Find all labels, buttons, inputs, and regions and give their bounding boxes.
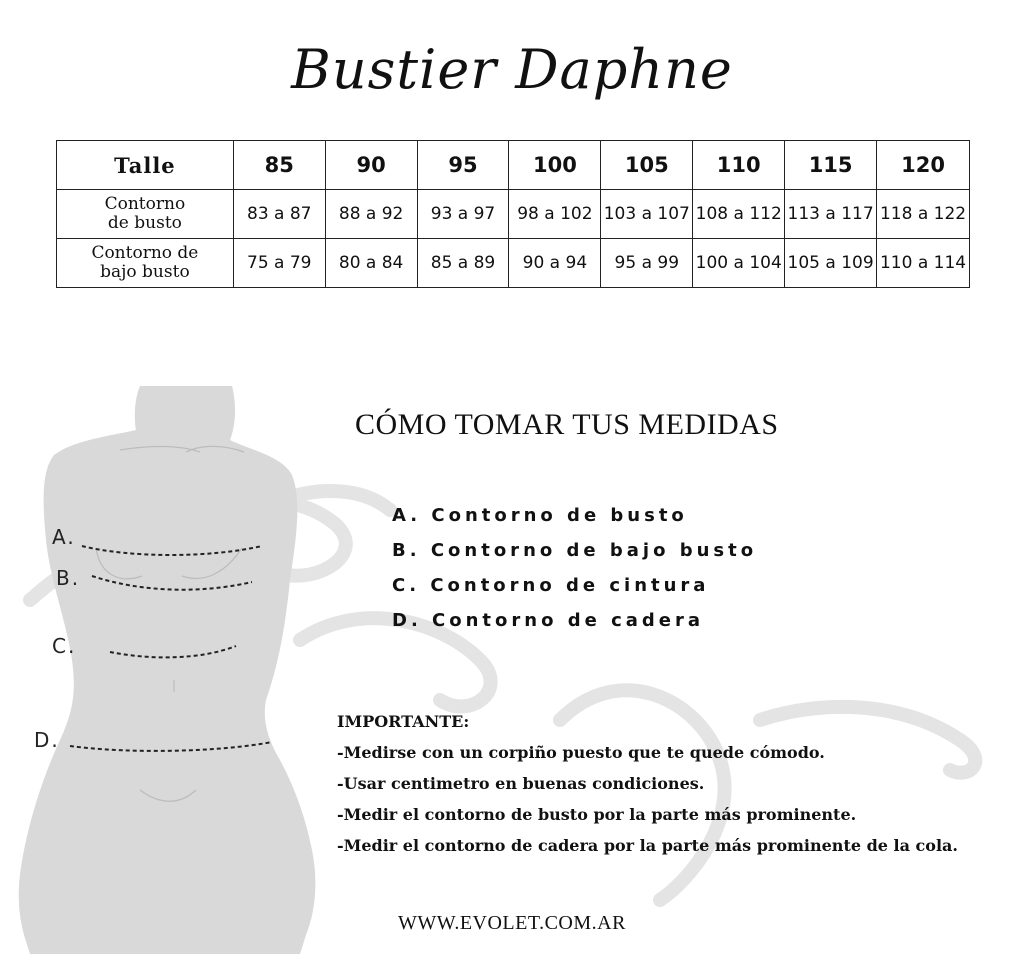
row-label-contorno-bajo-busto: [57, 239, 234, 288]
table-cell: 100 a 104: [693, 239, 785, 288]
note-line: -Usar centimetro en buenas condiciones.: [337, 774, 705, 793]
header-cell-size: 90: [325, 141, 417, 190]
list-item: B. Contorno de bajo busto: [392, 540, 758, 561]
list-item: D. Contorno de cadera: [392, 610, 705, 631]
table-cell: 103 a 107: [601, 190, 693, 239]
list-item: A. Contorno de busto: [392, 505, 688, 526]
figure-label-b: B.: [56, 566, 81, 590]
important-notes: [337, 712, 958, 867]
table-cell: 118 a 122: [877, 190, 970, 239]
row-label-line: de busto: [107, 213, 182, 233]
note-line: -Medir el contorno de cadera por la parte más prominente de la cola.: [337, 836, 958, 855]
size-table: [56, 140, 970, 288]
table-cell: 88 a 92: [325, 190, 417, 239]
body-silhouette: [19, 386, 316, 954]
row-label-contorno-busto: [57, 190, 234, 239]
row-label-line: bajo busto: [100, 262, 190, 282]
header-cell-size: 120: [877, 141, 970, 190]
row-label-line: Contorno de: [91, 243, 199, 263]
table-cell: 83 a 87: [233, 190, 325, 239]
header-cell-talle: Talle: [57, 141, 234, 190]
table-cell: 98 a 102: [509, 190, 601, 239]
body-figure: [0, 380, 330, 954]
table-row: [57, 190, 970, 239]
size-table-header: [57, 141, 970, 190]
table-cell: 108 a 112: [693, 190, 785, 239]
figure-label-c: C.: [52, 634, 77, 658]
header-cell-size: 100: [509, 141, 601, 190]
header-cell-size: 105: [601, 141, 693, 190]
table-cell: 110 a 114: [877, 239, 970, 288]
important-heading: IMPORTANTE:: [337, 712, 470, 731]
table-cell: 95 a 99: [601, 239, 693, 288]
page-title: Bustier Daphne: [291, 38, 733, 101]
header-cell-size: 110: [693, 141, 785, 190]
note-line: -Medirse con un corpiño puesto que te quede cómodo.: [337, 743, 825, 762]
table-cell: 85 a 89: [417, 239, 509, 288]
website-link[interactable]: WWW.EVOLET.COM.AR: [398, 912, 626, 934]
howto-title: CÓMO TOMAR TUS MEDIDAS: [355, 408, 779, 441]
measurements-list: [392, 505, 757, 645]
header-cell-size: 95: [417, 141, 509, 190]
table-cell: 105 a 109: [785, 239, 877, 288]
table-cell: 93 a 97: [417, 190, 509, 239]
table-cell: 113 a 117: [785, 190, 877, 239]
figure-label-d: D.: [34, 728, 60, 752]
table-cell: 75 a 79: [233, 239, 325, 288]
header-cell-size: 85: [233, 141, 325, 190]
list-item: C. Contorno de cintura: [392, 575, 710, 596]
note-line: -Medir el contorno de busto por la parte más prominente.: [337, 805, 857, 824]
table-row: [57, 239, 970, 288]
figure-label-a: A.: [52, 525, 76, 549]
table-cell: 90 a 94: [509, 239, 601, 288]
header-cell-size: 115: [785, 141, 877, 190]
table-cell: 80 a 84: [325, 239, 417, 288]
row-label-line: Contorno: [104, 194, 186, 214]
